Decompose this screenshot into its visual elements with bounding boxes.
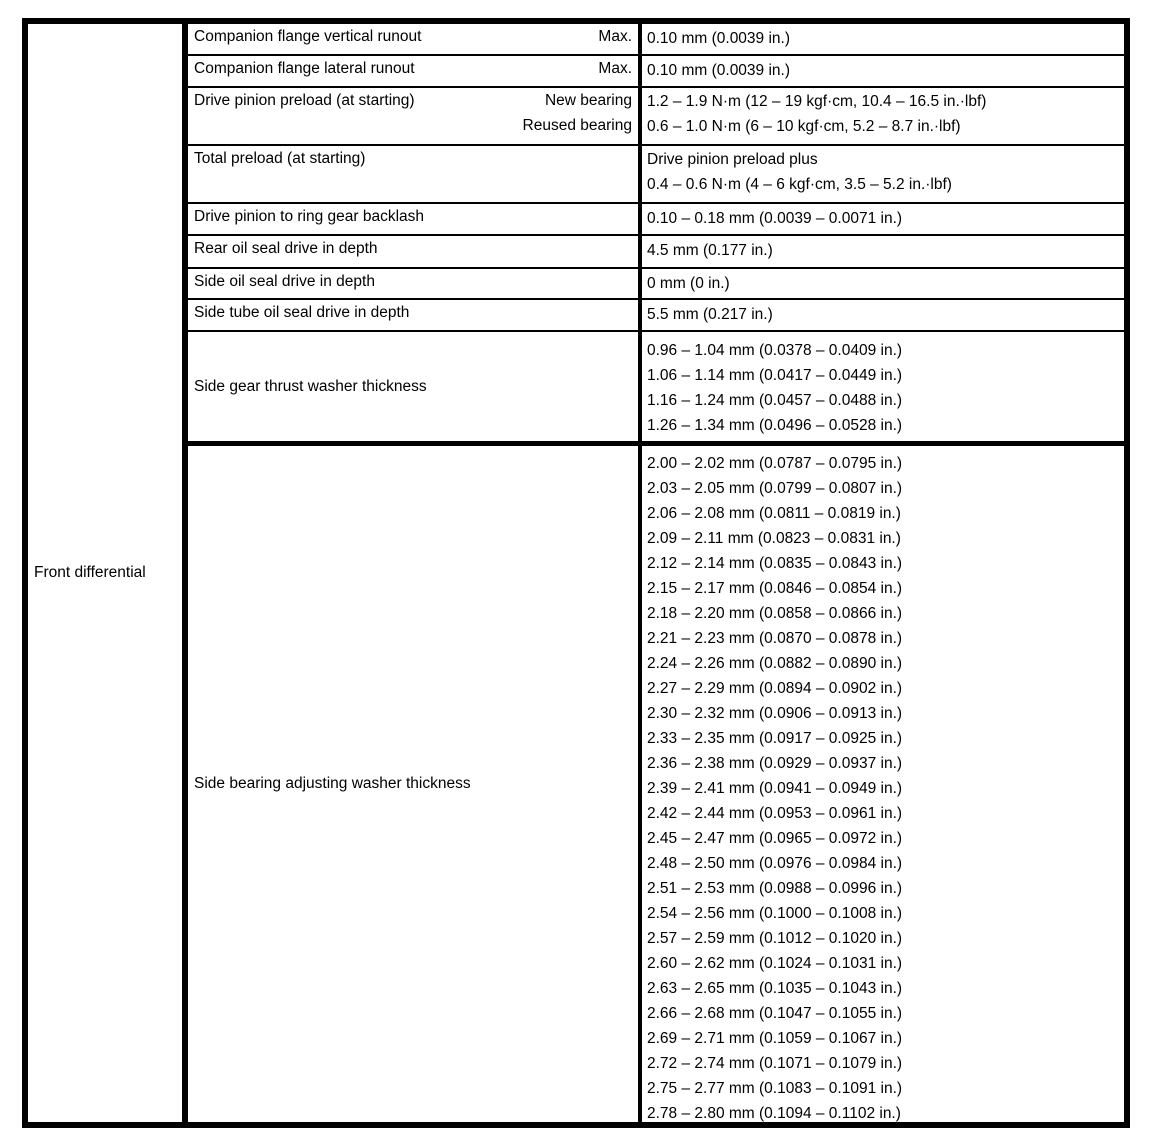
- spec-row-rear-oil-seal: [188, 236, 1124, 269]
- value-line: 2.09 – 2.11 mm (0.0823 – 0.0831 in.): [647, 530, 901, 547]
- row-item-cell: [188, 300, 642, 330]
- item-name: Side oil seal drive in depth: [194, 273, 375, 290]
- row-item-cell: [188, 88, 642, 144]
- value-line: Drive pinion preload plus: [647, 151, 818, 168]
- row-item-cell: [188, 236, 642, 267]
- value-line: 2.72 – 2.74 mm (0.1071 – 0.1079 in.): [647, 1055, 903, 1072]
- row-item-cell: [188, 24, 642, 54]
- row-values: [642, 204, 1124, 234]
- value-line: 5.5 mm (0.217 in.): [647, 306, 773, 323]
- value-line: 2.42 – 2.44 mm (0.0953 – 0.0961 in.): [647, 805, 903, 822]
- item-name: Drive pinion preload (at starting): [194, 92, 415, 109]
- item-name: Companion flange lateral runout: [194, 60, 415, 77]
- spec-row-lateral-runout: [188, 56, 1124, 88]
- value-line: 2.24 – 2.26 mm (0.0882 – 0.0890 in.): [647, 655, 903, 672]
- row-values: [642, 56, 1124, 86]
- item-name: Side bearing adjusting washer thickness: [194, 775, 471, 792]
- row-item-cell: [188, 56, 642, 86]
- row-values: [642, 88, 1124, 144]
- value-line: 1.16 – 1.24 mm (0.0457 – 0.0488 in.): [647, 392, 903, 409]
- row-values: [642, 269, 1124, 298]
- value-line: 0.96 – 1.04 mm (0.0378 – 0.0409 in.): [647, 342, 903, 359]
- row-item-cell: [188, 332, 642, 441]
- value-line: 2.57 – 2.59 mm (0.1012 – 0.1020 in.): [647, 930, 903, 947]
- spec-row-side-oil-seal: [188, 269, 1124, 300]
- value-line: 0.10 mm (0.0039 in.): [647, 30, 791, 47]
- value-line: 2.27 – 2.29 mm (0.0894 – 0.0902 in.): [647, 680, 903, 697]
- spec-table: [22, 18, 1130, 1128]
- row-values: [642, 236, 1124, 267]
- value-line: 2.48 – 2.50 mm (0.0976 – 0.0984 in.): [647, 855, 903, 872]
- spec-row-total-preload: [188, 146, 1124, 204]
- row-item-cell: [188, 204, 642, 234]
- item-qualifier: Max.: [598, 28, 632, 45]
- value-line: 1.26 – 1.34 mm (0.0496 – 0.0528 in.): [647, 417, 903, 434]
- item-name: Side gear thrust washer thickness: [194, 377, 427, 395]
- item-qualifier: Reused bearing: [522, 117, 632, 134]
- value-line: 0.10 mm (0.0039 in.): [647, 62, 791, 79]
- spec-row-backlash: [188, 204, 1124, 236]
- value-line: 2.63 – 2.65 mm (0.1035 – 0.1043 in.): [647, 980, 903, 997]
- row-values: [642, 300, 1124, 330]
- item-name: Side tube oil seal drive in depth: [194, 304, 410, 321]
- row-item-cell: [188, 269, 642, 298]
- item-name: Total preload (at starting): [194, 150, 366, 167]
- spec-row-adjusting-washer: [188, 446, 1124, 1122]
- value-line: 2.18 – 2.20 mm (0.0858 – 0.0866 in.): [647, 605, 903, 622]
- row-item-cell: [188, 146, 642, 202]
- item-name: Companion flange vertical runout: [194, 28, 422, 45]
- value-line: 0.4 – 0.6 N·m (4 – 6 kgf·cm, 3.5 – 5.2 in.·lbf): [647, 176, 952, 193]
- value-line: 2.33 – 2.35 mm (0.0917 – 0.0925 in.): [647, 730, 903, 747]
- value-line: 2.78 – 2.80 mm (0.1094 – 0.1102 in.): [647, 1105, 901, 1122]
- value-line: 0 mm (0 in.): [647, 275, 730, 292]
- value-line: 1.2 – 1.9 N·m (12 – 19 kgf·cm, 10.4 – 16.5 in.·lbf): [647, 93, 987, 110]
- value-line: 2.45 – 2.47 mm (0.0965 – 0.0972 in.): [647, 830, 903, 847]
- value-line: 2.03 – 2.05 mm (0.0799 – 0.0807 in.): [647, 480, 903, 497]
- value-line: 2.21 – 2.23 mm (0.0870 – 0.0878 in.): [647, 630, 903, 647]
- value-line: 2.06 – 2.08 mm (0.0811 – 0.0819 in.): [647, 505, 901, 522]
- value-line: 2.66 – 2.68 mm (0.1047 – 0.1055 in.): [647, 1005, 903, 1022]
- spec-rows: [188, 24, 1124, 1122]
- section-label: Front differential: [34, 564, 146, 581]
- value-line: 2.00 – 2.02 mm (0.0787 – 0.0795 in.): [647, 455, 903, 472]
- row-values: [642, 146, 1124, 202]
- row-values: [642, 24, 1124, 54]
- spec-row-thrust-washer: [188, 332, 1124, 446]
- value-line: 2.15 – 2.17 mm (0.0846 – 0.0854 in.): [647, 580, 903, 597]
- item-qualifier: Max.: [598, 60, 632, 77]
- value-line: 2.75 – 2.77 mm (0.1083 – 0.1091 in.): [647, 1080, 903, 1097]
- value-line: 2.39 – 2.41 mm (0.0941 – 0.0949 in.): [647, 780, 903, 797]
- value-line: 4.5 mm (0.177 in.): [647, 242, 773, 259]
- item-name: Drive pinion to ring gear backlash: [194, 208, 425, 225]
- value-line: 2.51 – 2.53 mm (0.0988 – 0.0996 in.): [647, 880, 903, 897]
- value-line: 2.69 – 2.71 mm (0.1059 – 0.1067 in.): [647, 1030, 903, 1047]
- item-name: Rear oil seal drive in depth: [194, 240, 378, 257]
- value-line: 2.12 – 2.14 mm (0.0835 – 0.0843 in.): [647, 555, 903, 572]
- value-line: 2.30 – 2.32 mm (0.0906 – 0.0913 in.): [647, 705, 903, 722]
- value-line: 0.10 – 0.18 mm (0.0039 – 0.0071 in.): [647, 210, 903, 227]
- row-values: [642, 332, 1124, 441]
- spec-row-side-tube-oil-seal: [188, 300, 1124, 332]
- value-line: 0.6 – 1.0 N·m (6 – 10 kgf·cm, 5.2 – 8.7 in.·lbf): [647, 118, 961, 135]
- value-line: 2.60 – 2.62 mm (0.1024 – 0.1031 in.): [647, 955, 903, 972]
- value-line: 1.06 – 1.14 mm (0.0417 – 0.0449 in.): [647, 367, 903, 384]
- row-item-cell: [188, 446, 642, 1122]
- spec-row-vertical-runout: [188, 24, 1124, 56]
- item-qualifier: New bearing: [544, 92, 632, 109]
- row-values: [642, 446, 1124, 1122]
- value-line: 2.36 – 2.38 mm (0.0929 – 0.0937 in.): [647, 755, 903, 772]
- value-line: 2.54 – 2.56 mm (0.1000 – 0.1008 in.): [647, 905, 903, 922]
- spec-row-pinion-preload: [188, 88, 1124, 146]
